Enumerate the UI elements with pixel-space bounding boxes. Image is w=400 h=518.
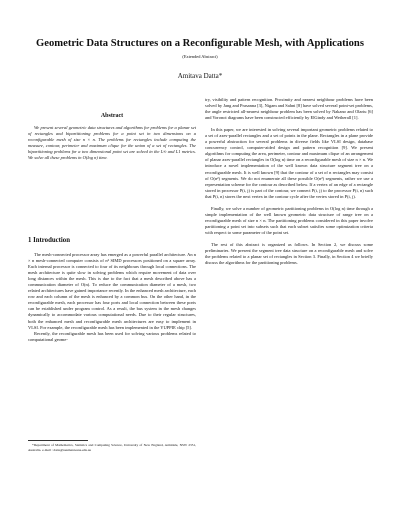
paper-author: Amitava Datta* <box>177 72 223 80</box>
footnote-rule <box>28 440 88 441</box>
introduction-body <box>28 252 196 343</box>
right-column <box>205 97 373 266</box>
body-paragraph: In this paper, we are interested in solving several important geometric problems related to a set of axes-parallel rectangles and a set of points in the plane. Rectangles in a plane provide a powerful abstraction for several problems in diverse fields like VLSI design, database concurrency control, computer-aided design and pattern recognition [9]. We present algorithms for computing the area, perimeter, contour and maximum clique of an arrangement of planar axes-parallel rectangles in O(log n) time on a reconfigurable mesh of size n × n. We introduce a novel implementation of the well known data structure segment tree on a reconfigurable mesh. It is well known [9] that the contour of a set of n rectangles may consist of O(n²) segments. We do not enumerate all these possible O(n²) segments, rather we use a representation scheme for the contour as described below. If a vertex of an edge of a rectangle stored in processor P(i, j) is part of the contour, we connect P(i, j) to the processor P(i, n) such that P(i, n) stores the next vertex in the contour cycle after the vertex stored in P(i, j). <box>205 127 373 199</box>
body-paragraph: The rest of this abstract is organized as follows. In Section 2, we discuss some preliminaries. We present the segment tree data structure on a reconfigurable mesh and solve the problems related to a planar set of rectangles in Section 3. Finally, in Section 4 we briefly discuss the algorithms for the partitioning problems. <box>205 241 373 266</box>
paper-subtitle: (Extended Abstract) <box>182 54 218 59</box>
body-paragraph: try, visibility and pattern recognition. Proximity and nearest neighbour problems have been solved by Jang and Prasanna [3], Nigam and Sahni [8] have solved several point-set problems, the angle restricted all-nearest neighbour problem has been solved by Nakano and Olariu [6] and Voronoi diagrams have been constructed efficiently by ElGindy and Wetherall [1]. <box>205 97 373 121</box>
abstract-text: We present several geometric data structures and algorithms for problems for a planar set of rectangles and bipartitioning problems for a point set in two dimensions on a reconfigurable mesh of size n × n. The problems for rectangles include computing the measure, contour, perimeter and maximum clique for the union of a set of rectangles. The bipartitioning problems for a two dimensional point set are solved in the L∞ and L1 metrics. We solve all these problems in O(log n) time. <box>28 125 196 161</box>
intro-paragraph: Recently, the reconfigurable mesh has been used for solving various problems related to computational geome- <box>28 330 196 342</box>
section-heading-introduction: 1 Introduction <box>28 237 70 244</box>
intro-paragraph: The mesh-connected processor array has emerged as a powerful parallel architecture. An n × n mesh-connected computer consists of n² SIMD processors positioned on a square array. Each internal processor is connected to four of its neighbours through local connections. The mesh architecture is quite slow in solving problems which require movement of data over long distances within the mesh. This is due to the fact that a mesh described above has a communication diameter of O(n). To reduce the communication diameter of a mesh, two related architectures have gained importance recently. In the enhanced mesh architecture, each row and each column of the mesh is enhanced by a common bus. On the other hand, in the reconfigurable mesh, each processor has four ports and local connection between these ports can be established under program control. As a result, the bus system in the mesh changes dynamically to accommodate various computational needs. Due to their regular structures, both the enhanced mesh and reconfigurable mesh architectures are easy to implement in VLSI. For example, the reconfigurable mesh has been implemented in the YUPPIE chip [5]. <box>28 252 196 330</box>
paper-title: Geometric Data Structures on a Reconfigurable Mesh, with Applications <box>36 38 364 49</box>
body-paragraph: Finally, we solve a number of geometric partitioning problems in O(log n) time through a simple implementation of the well known geometric data structure of range tree on a reconfigurable mesh of size n × n. The partitioning problems considered in this paper involve partitioning a point set into subsets such that each subset satisfies some optimization criteria with respect to some parameter of the point set. <box>205 205 373 235</box>
abstract-block <box>28 113 196 161</box>
author-footnote: *Department of Mathematics, Statistics and Computing Science, University of New England, Armidale, NSW 2351, Australia. e-mail : datta@neumann.une.edu.au <box>28 443 196 453</box>
abstract-heading: Abstract <box>100 113 124 119</box>
